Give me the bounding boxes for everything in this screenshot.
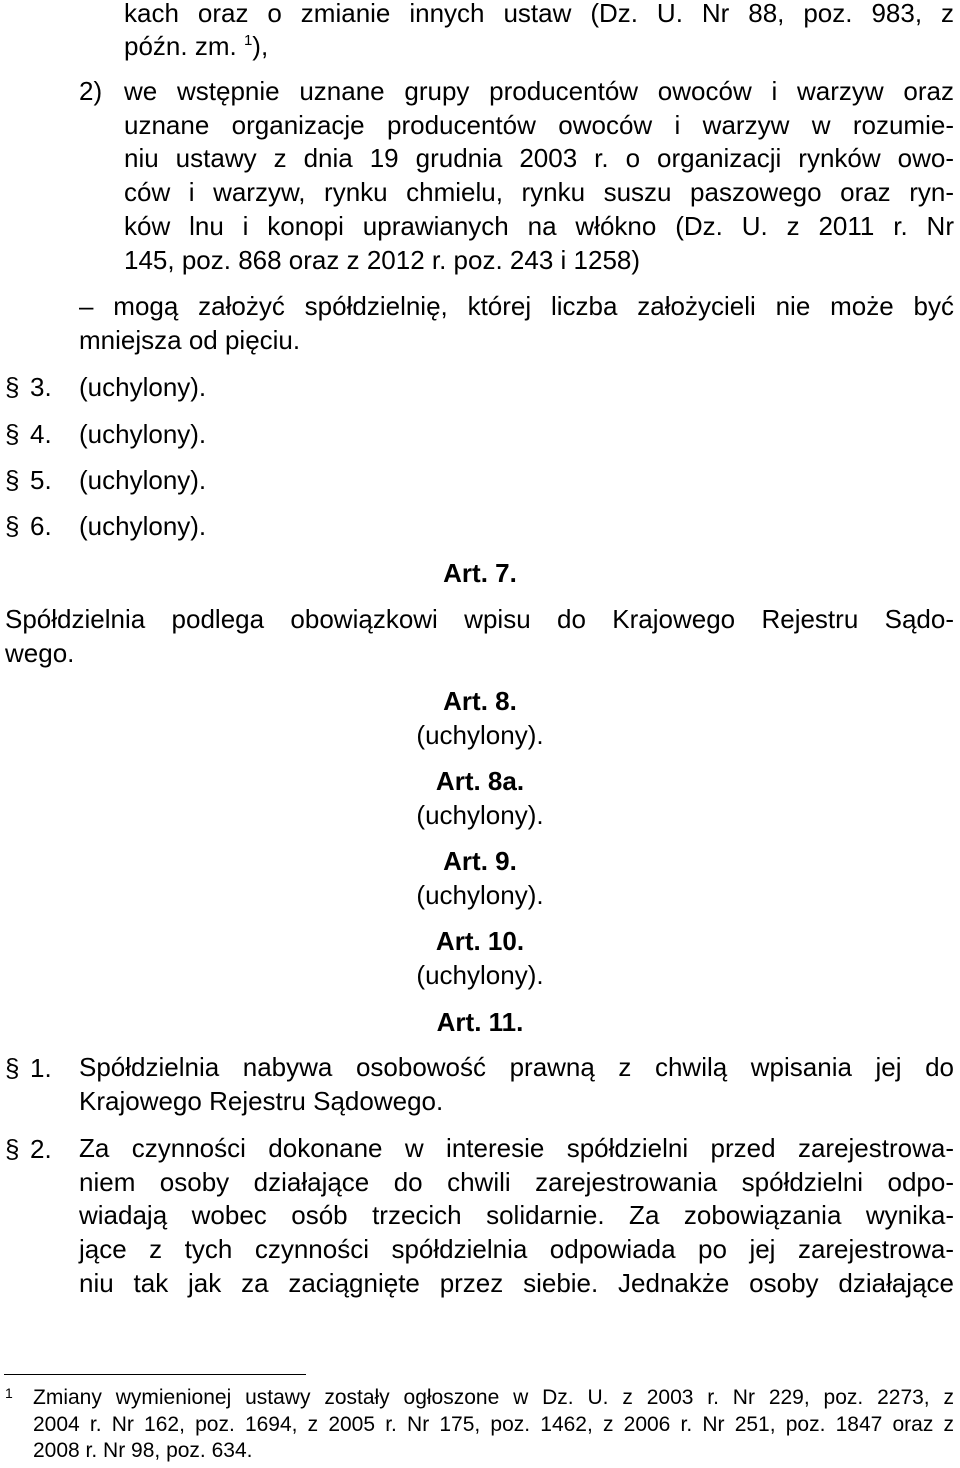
text-line: Krajowego Rejestru Sądowego.	[79, 1086, 444, 1116]
section-text: (uchylony).	[79, 419, 207, 449]
text-line: wiadają wobec osób trzecich solidarnie. Za zobowiązania wynika-	[79, 1200, 954, 1230]
section-number: 2.	[30, 1134, 52, 1164]
article-text: (uchylony).	[416, 880, 544, 910]
section-number: 1.	[30, 1053, 52, 1083]
article-text: (uchylony).	[416, 720, 544, 750]
article-heading: Art. 11.	[436, 1007, 524, 1037]
text-line: – mogą założyć spółdzielnię, której liczba założycieli nie może być	[79, 291, 954, 321]
list-item-number: 2)	[79, 76, 103, 106]
text-fragment: późn. zm.	[124, 31, 237, 61]
text-line	[124, 30, 268, 64]
text-line: we wstępnie uznane grupy producentów owoców i warzyw oraz	[124, 76, 954, 106]
article-heading: Art. 9.	[443, 846, 517, 876]
text-line: mniejsza od pięciu.	[79, 325, 301, 355]
section-symbol: §	[5, 1053, 20, 1083]
footnote-number: 1	[5, 1385, 13, 1401]
section-text: (uchylony).	[79, 465, 207, 495]
article-text: (uchylony).	[416, 800, 544, 830]
text-line: ców i warzyw, rynku chmielu, rynku suszu paszowego oraz ryn-	[124, 177, 954, 207]
text-line: uznane organizacje producentów owoców i warzyw w rozumie-	[124, 110, 954, 140]
text-line: Spółdzielnia nabywa osobowość prawną z chwilą wpisania jej do	[79, 1052, 954, 1082]
section-number: 3.	[30, 372, 52, 402]
section-symbol: §	[5, 511, 20, 541]
text-line: ków lnu i konopi uprawianych na włókno (Dz. U. z 2011 r. Nr	[124, 211, 954, 241]
footnote-line: 2008 r. Nr 98, poz. 634.	[33, 1439, 253, 1462]
footnote-separator	[4, 1374, 306, 1375]
section-text: (uchylony).	[79, 511, 207, 541]
text-line: 145, poz. 868 oraz z 2012 r. poz. 243 i 1258)	[124, 245, 641, 275]
footnote-reference: 1	[243, 32, 253, 49]
section-number: 5.	[30, 465, 52, 495]
footnote-line: 2004 r. Nr 162, poz. 1694, z 2005 r. Nr 175, poz. 1462, z 2006 r. Nr 251, poz. 1847 oraz z	[33, 1413, 954, 1436]
text-line: Spółdzielnia podlega obowiązkowi wpisu do Krajowego Rejestru Sądo-	[5, 604, 954, 634]
article-text: (uchylony).	[416, 960, 544, 990]
text-line: niu tak jak za zaciągnięte przez siebie. Jednakże osoby działające	[79, 1268, 954, 1298]
text-line: jące z tych czynności spółdzielnia odpowiada po jej zarejestrowa-	[79, 1234, 954, 1264]
article-heading: Art. 8a.	[435, 766, 525, 796]
text-line: Za czynności dokonane w interesie spółdzielni przed zarejestrowa-	[79, 1133, 954, 1163]
section-number: 6.	[30, 511, 52, 541]
text-line: wego.	[5, 638, 75, 668]
section-symbol: §	[5, 419, 20, 449]
section-text: (uchylony).	[79, 372, 207, 402]
section-number: 4.	[30, 419, 52, 449]
text-line: kach oraz o zmianie innych ustaw (Dz. U. Nr 88, poz. 983, z	[124, 0, 954, 28]
text-fragment: ),	[252, 31, 269, 61]
text-line: niu ustawy z dnia 19 grudnia 2003 r. o organizacji rynków owo-	[124, 143, 954, 173]
article-heading: Art. 7.	[443, 558, 517, 588]
article-heading: Art. 8.	[443, 686, 517, 716]
article-heading: Art. 10.	[435, 926, 525, 956]
section-symbol: §	[5, 1134, 20, 1164]
text-line: niem osoby działające do chwili zarejestrowania spółdzielni odpo-	[79, 1167, 954, 1197]
section-symbol: §	[5, 372, 20, 402]
footnote-line: Zmiany wymienionej ustawy zostały ogłoszone w Dz. U. z 2003 r. Nr 229, poz. 2273, z	[33, 1386, 954, 1409]
section-symbol: §	[5, 465, 20, 495]
